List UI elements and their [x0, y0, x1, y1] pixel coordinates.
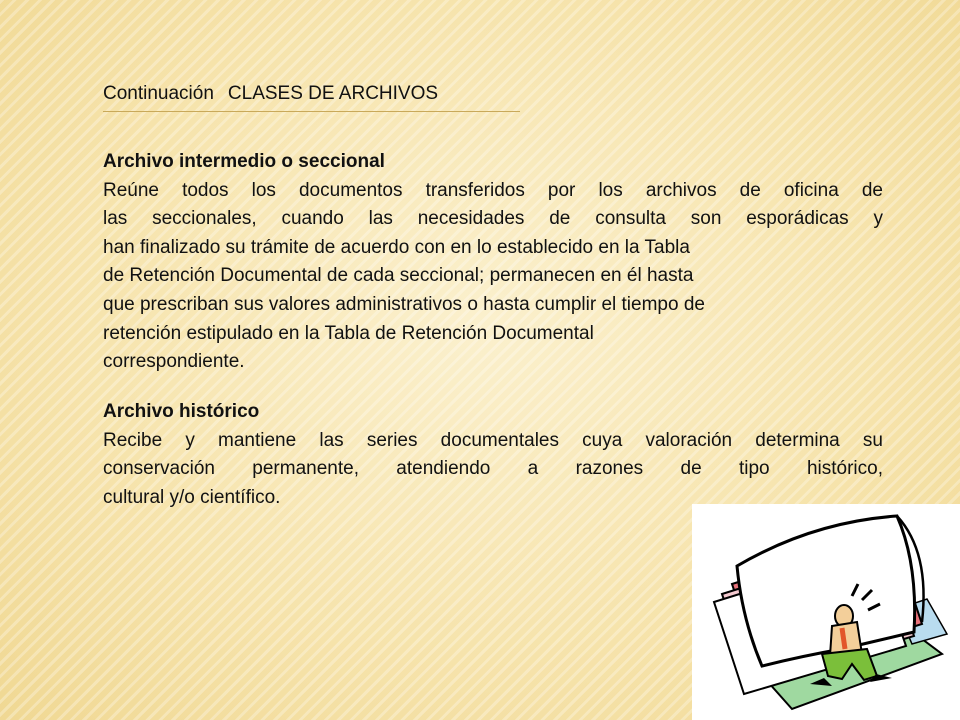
paragraph-line: que prescriban sus valores administrativos o hasta cumplir el tiempo de [103, 293, 705, 315]
paragraph-line: cultural y/o científico. [103, 486, 281, 508]
paragraph-line: de Retención Documental de cada seccional; permanecen en él hasta [103, 265, 694, 287]
title-main: CLASES DE ARCHIVOS [227, 83, 439, 104]
paragraph-line: correspondiente. [103, 351, 245, 373]
paragraph-line: retención estipulado en la Tabla de Retención Documental [103, 322, 594, 344]
slide-title [103, 83, 438, 105]
section-paragraph [103, 427, 883, 513]
paragraph-line: Reúne todos los documentos transferidos por los archivos de oficina de [103, 179, 883, 201]
section-archivo-historico [103, 398, 883, 512]
paragraph-line: conservación permanente, atendiendo a razones de tipo histórico, [103, 458, 883, 480]
paragraph-line: Recibe y mantiene las series documentales cuya valoración determina su [103, 429, 883, 451]
folder-overflow-illustration [692, 504, 960, 720]
title-underline [103, 111, 520, 112]
paragraph-line: han finalizado su trámite de acuerdo con en lo establecido en la Tabla [103, 236, 690, 258]
folder-clipart-icon [692, 504, 960, 720]
paragraph-line: las seccionales, cuando las necesidades de consulta son esporádicas y [103, 208, 883, 230]
section-archivo-intermedio [103, 148, 883, 377]
section-heading: Archivo intermedio o seccional [103, 151, 385, 172]
title-prefix: Continuación [103, 83, 214, 104]
section-paragraph [103, 177, 883, 377]
section-heading: Archivo histórico [103, 401, 260, 422]
